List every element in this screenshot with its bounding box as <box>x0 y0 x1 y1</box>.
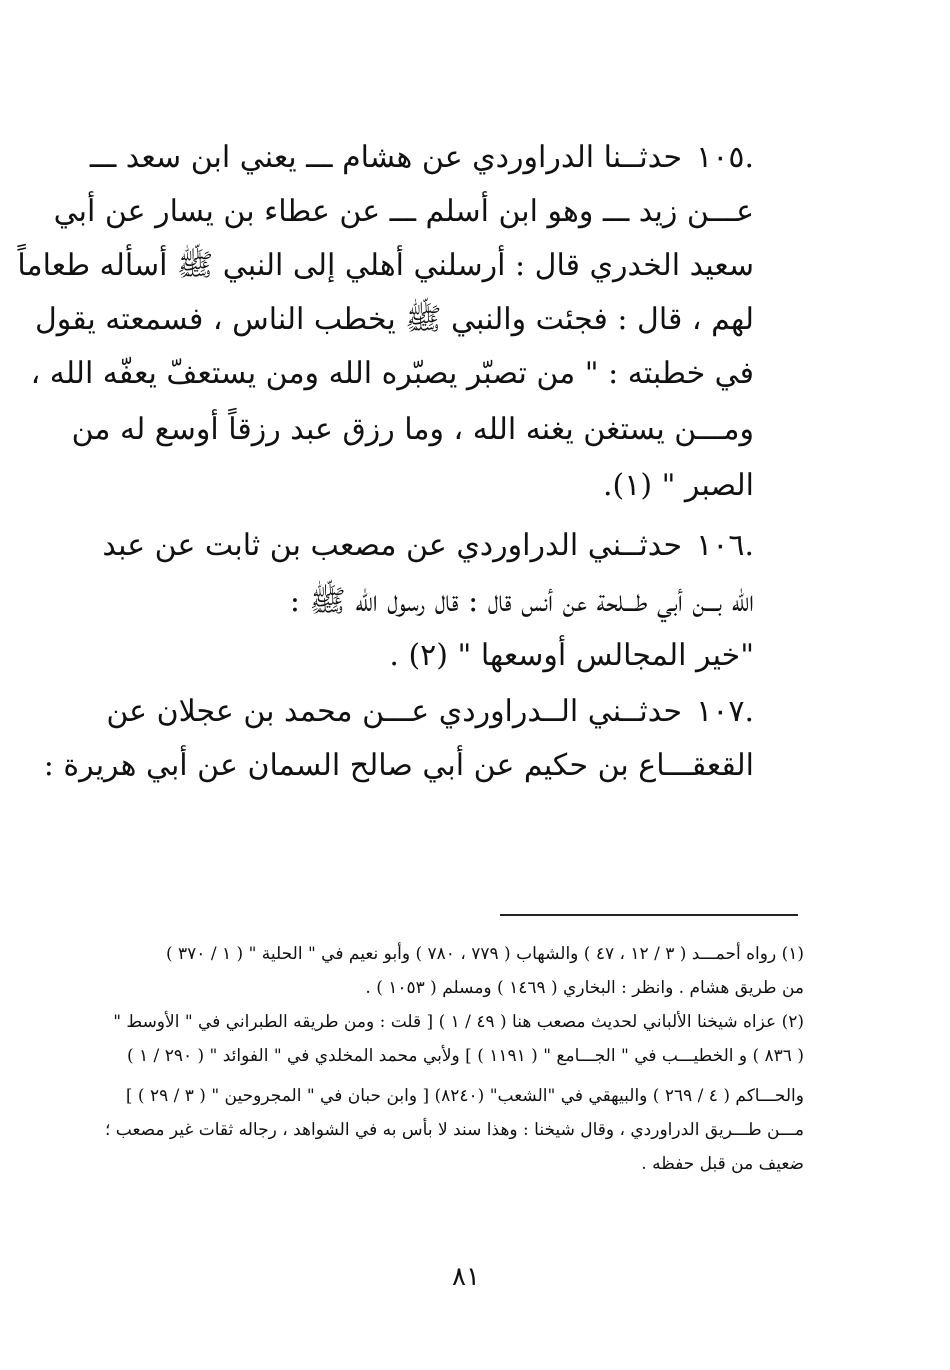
footnote-line-7: ضعيف من قبل حفظه . <box>641 1154 804 1174</box>
footnote-line-5: والحـــاكم ( ٤ / ٢٦٩ ) والبيهقي في "الشعب" (٨٢٤٠) [ وابن حبان في " المجروحين " ( ٣ / ٢٩ ) ] <box>125 1086 804 1106</box>
entry-number-106: ١٠٦. <box>696 528 754 563</box>
footnote-line-3: (٢) عزاه شيخنا الألباني لحديث مصعب هنا ( ٤٩ / ١ ) [ قلت : ومن طريقه الطبراني في " الأوسط " <box>113 1012 804 1032</box>
entry-105-line-4: لهم ، قال : فجئت والنبي ﷺ يخطب الناس ، فسمعته يقول <box>34 302 754 337</box>
footnote-separator <box>500 914 798 916</box>
entry-105-line-6: ومـــن يستغن يغنه الله ، وما رزق عبد رزقاً أوسع له من <box>71 412 754 447</box>
page-number: ٨١ <box>452 1262 480 1292</box>
entry-105-line-5: في خطبته : " من تصبّر يصبّره الله ومن يستعفّ يعفّه الله ، <box>30 356 754 391</box>
footnote-line-4: ( ٨٣٦ ) و الخطيـــب في " الجـــامع " ( ١١٩١ ) ] ولأبي محمد المخلدي في " الفوائد " ( ٢٩٠ / ١ ) <box>126 1046 804 1066</box>
entry-107-line-1: حدثــني الــدراوردي عـــن محمد بن عجلان عن <box>106 694 682 729</box>
entry-105-line-1: حدثــنا الدراوردي عن هشام ـــ يعني ابن سعد ـــ <box>89 140 682 175</box>
entry-106-line-2: الله بـــن أبي طـــلحة عن أنس قال : قال رسول الله ﷺ : <box>289 584 754 619</box>
footnote-line-6: مـــن طـــريق الدراوردي ، وقال شيخنا : وهذا سند لا بأس به في الشواهد ، رجاله ثقات غير مصعب ؛ <box>104 1120 804 1140</box>
entry-105-line-3: سعيد الخدري قال : أرسلني أهلي إلى النبي ﷺ أسأله طعاماً <box>17 248 754 283</box>
entry-105-line-7: الصبر " (١). <box>602 468 754 503</box>
entry-106-line-1: حدثــني الدراوردي عن مصعب بن ثابت عن عبد <box>102 528 682 563</box>
entry-107-line-2: القعقـــاع بن حكيم عن أبي صالح السمان عن أبي هريرة : <box>43 748 754 783</box>
footnote-line-2: من طريق هشام . وانظر : البخاري ( ١٤٦٩ ) ومسلم ( ١٠٥٣ ) . <box>365 978 804 998</box>
entry-number-107: ١٠٧. <box>696 694 754 729</box>
entry-number-105: ١٠٥. <box>696 140 754 175</box>
entry-105-line-2: عـــن زيد ـــ وهو ابن أسلم ـــ عن عطاء بن يسار عن أبي <box>53 194 754 229</box>
footnote-line-1: (١) رواه أحمـــد ( ٣ / ١٢ ، ٤٧ ) والشهاب ( ٧٧٩ ، ٧٨٠ ) وأبو نعيم في " الحلية " ( ١ / ٣٧٠ ) <box>166 944 804 964</box>
entry-106-line-3: "خير المجالس أوسعها " (٢) . <box>389 638 754 673</box>
